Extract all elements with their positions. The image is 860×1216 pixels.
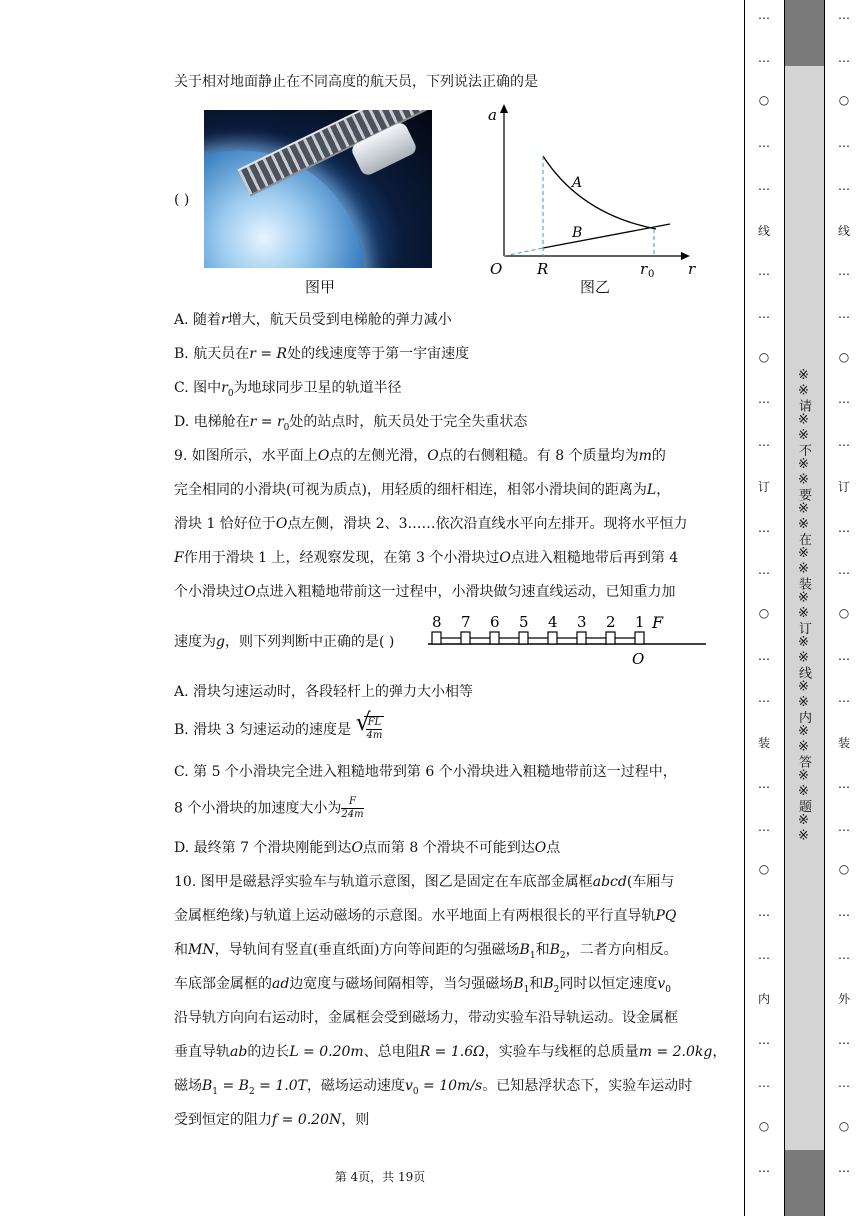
binding-mark: … [758, 947, 770, 962]
slider-chain-figure [426, 612, 716, 668]
q9-line-1: 9. 如图所示，水平面上O点的左侧光滑，O点的右侧粗糙。有 8 个质量均为m的 [174, 448, 666, 464]
q9-line-3: 滑块 1 恰好位于O点左侧，滑块 2、3……依次沿直线水平向左排开。现将水平恒力 [174, 516, 688, 532]
q8-answer-bracket: ( ) [174, 192, 190, 208]
slider-number: 1 [635, 613, 645, 631]
binding-mark: … [838, 520, 850, 535]
binding-mark: … [838, 563, 850, 578]
slider-number: 4 [548, 613, 558, 631]
q9-option-c-line-2: 8 个小滑块的加速度大小为 $\frac{F}{24m}$ [174, 796, 364, 820]
slider-block [432, 632, 441, 644]
slider-number: 3 [577, 613, 587, 631]
binding-mark: … [758, 776, 770, 791]
binding-mark: ○ [758, 93, 770, 108]
binding-mark: … [758, 307, 770, 321]
q10-line-2: 金属框绝缘)与轨道上运动磁场的示意图。水平地面上有两根很长的平行直导轨PQ [174, 908, 677, 924]
binding-mark: 内 [757, 992, 770, 1007]
binding-mark: 装 [757, 736, 770, 751]
q8-option-c: C. 图中$r_0$为地球同步卫星的轨道半径 [174, 380, 402, 399]
curve-a [543, 156, 656, 229]
point-o-label: O [632, 650, 645, 668]
dashed-origin-b [504, 248, 543, 256]
slider-number: 2 [606, 613, 616, 631]
q9-option-d: D. 最终第 7 个滑块刚能到达O点而第 8 个滑块不可能到达O点 [174, 840, 561, 856]
slider-block [490, 632, 499, 644]
slider-number: 6 [490, 613, 500, 631]
graph-label-r0: r [640, 260, 648, 278]
binding-mark: ○ [758, 349, 770, 364]
slider-number: 7 [461, 613, 471, 631]
q9-line-6: 速度为g，则下列判断中正确的是( ) [174, 634, 395, 650]
line-b [543, 224, 670, 248]
binding-mark: … [758, 1033, 770, 1048]
binding-dark-block-top [784, 0, 824, 66]
binding-mark: … [838, 307, 850, 321]
binding-line-1 [744, 0, 745, 1216]
q10-line-3: 和MN，导轨间有竖直(垂直纸面)方向等间距的匀强磁场$B_1$和$B_2$，二者方向相反。 [174, 942, 678, 961]
binding-mark: … [838, 819, 850, 834]
binding-mark: … [838, 50, 850, 65]
graph-label-curve-a: A [572, 175, 583, 191]
q9-option-a: A. 滑块匀速运动时，各段轻杆上的弹力大小相等 [174, 684, 474, 700]
graph-label-line-b: B [572, 225, 583, 241]
slider-block [461, 632, 470, 644]
q9-line-4: F作用于滑块 1 上，经观察发现，在第 3 个小滑块过O点进入粗糙地带后再到第 4 [174, 550, 679, 566]
binding-mark: ○ [838, 606, 850, 620]
slider-block [519, 632, 528, 644]
graph-label-a: a [488, 106, 497, 124]
binding-mark: … [838, 1161, 850, 1176]
space-elevator-photo [204, 110, 432, 268]
sqrt-expression: √ $\frac{FL}{4m}$ [355, 708, 383, 741]
binding-mark: … [838, 776, 850, 791]
binding-mark: … [838, 691, 850, 706]
binding-mark: … [758, 264, 770, 279]
q9-line-5: 个小滑块过O点进入粗糙地带前这一过程中，小滑块做匀速直线运动，已知重力加 [174, 584, 676, 600]
binding-mark: … [758, 648, 770, 663]
slider-block [577, 632, 586, 644]
figure-jia-caption: 图甲 [305, 278, 336, 296]
graph-x-arrow [681, 252, 690, 260]
binding-mark: … [758, 819, 770, 834]
binding-mark: 订 [757, 479, 770, 494]
q8-option-b: B. 航天员在r = R处的线速度等于第一宇宙速度 [174, 346, 470, 362]
graph-label-r0-sub: 0 [648, 269, 655, 280]
q9-line-2: 完全相同的小滑块(可视为质点)，用轻质的细杆相连，相邻小滑块间的距离为L， [174, 482, 671, 498]
binding-outer-marks [754, 8, 774, 1208]
binding-mark: … [838, 136, 850, 151]
binding-mark: … [758, 520, 770, 535]
acceleration-radius-graph [480, 100, 710, 290]
binding-mark: … [758, 691, 770, 706]
binding-mark: … [838, 392, 850, 407]
binding-mark: 外 [837, 992, 850, 1007]
q10-line-4: 车底部金属框的ad边宽度与磁场间隔相等，当匀强磁场$B_1$和$B_2$同时以恒定速度$v_0$ [174, 976, 672, 995]
binding-mark: … [758, 435, 770, 450]
binding-mark: … [758, 50, 770, 65]
q10-line-8: 受到恒定的阻力f = 0.20N，则 [174, 1112, 370, 1128]
slider-number: 5 [519, 613, 529, 631]
binding-inner-marks [834, 8, 854, 1208]
q9-option-c-line-1: C. 第 5 个小滑块完全进入粗糙地带到第 6 个小滑块进入粗糙地带前这一过程中， [174, 764, 677, 780]
binding-mark: … [758, 8, 770, 22]
binding-mark: … [838, 648, 850, 663]
binding-line-3 [824, 0, 825, 1216]
fraction-f-24m: $\frac{F}{24m}$ [341, 796, 364, 820]
binding-mark: ○ [758, 1118, 770, 1133]
binding-mark: … [758, 563, 770, 578]
slider-block [635, 632, 644, 644]
binding-mark: 装 [837, 736, 850, 751]
graph-label-r-big: R [537, 260, 549, 278]
binding-mark: ○ [838, 862, 850, 877]
q9-option-b: B. 滑块 3 匀速运动的速度是 √ $\frac{FL}{4m}$ [174, 716, 384, 748]
page-footer: 第 4页，共 19页 [334, 1170, 426, 1184]
binding-mark: … [758, 136, 770, 151]
q8-option-d: D. 电梯舱在$r = r_0$处的站点时，航天员处于完全失重状态 [174, 414, 528, 433]
binding-mark: … [838, 435, 850, 450]
graph-label-r: r [688, 260, 696, 278]
binding-mark: … [838, 178, 850, 193]
q10-line-5: 沿导轨方向向右运动时，金属框会受到磁场力，带动实验车沿导轨运动。设金属框 [174, 1010, 678, 1026]
binding-mark: … [838, 264, 850, 279]
q10-line-7: 磁场$B_1 = B_2 = 1.0T$，磁场运动速度$v_0 = 10m/s$。已知悬浮状态下，实验车运动时 [174, 1078, 693, 1097]
binding-mark: ○ [838, 349, 850, 364]
binding-mark: … [758, 905, 770, 919]
binding-mark: … [838, 8, 850, 22]
slider-number: 8 [432, 613, 442, 631]
figure-yi-caption: 图乙 [580, 278, 611, 296]
binding-notice: ※※请※※不※※要※※在※※装※※订※※线※※内※※答※※题※※ [796, 368, 811, 844]
binding-mark: … [838, 1075, 850, 1090]
binding-mark: … [758, 392, 770, 407]
binding-mark: … [758, 1161, 770, 1176]
binding-mark: ○ [838, 93, 850, 108]
binding-dark-block-bottom [784, 1150, 824, 1216]
binding-mark: 订 [837, 479, 850, 494]
binding-mark: … [758, 1075, 770, 1090]
binding-mark: 线 [837, 223, 850, 238]
q10-line-1: 10. 图甲是磁悬浮实验车与轨道示意图，图乙是固定在车底部金属框abcd(车厢与 [174, 874, 675, 890]
binding-mark: … [838, 1033, 850, 1048]
force-label-f: F [652, 613, 664, 632]
slider-block [606, 632, 615, 644]
binding-mark: 线 [757, 223, 770, 238]
graph-y-arrow [500, 104, 508, 113]
binding-line-2 [784, 0, 785, 1216]
q8-intro: 关于相对地面静止在不同高度的航天员，下列说法正确的是 [174, 74, 538, 90]
q8-option-a: A. 随着r增大，航天员受到电梯舱的弹力减小 [174, 312, 452, 328]
binding-mark: ○ [838, 1118, 850, 1133]
q10-line-6: 垂直导轨ab的边长L = 0.20m、总电阻R = 1.6Ω，实验车与线框的总质量m = 2.0kg， [174, 1044, 727, 1060]
graph-label-o: O [490, 260, 503, 278]
binding-mark: … [838, 947, 850, 962]
slider-block [548, 632, 557, 644]
binding-mark: … [758, 178, 770, 193]
binding-mark: ○ [758, 862, 770, 877]
binding-mark: ○ [758, 606, 770, 620]
binding-mark: … [838, 905, 850, 919]
